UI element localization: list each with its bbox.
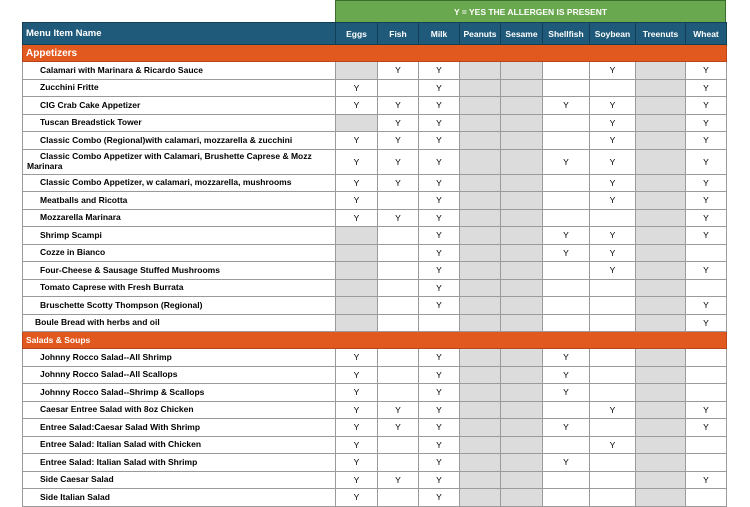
allergen-cell-fish [378, 454, 419, 472]
section-title: Salads & Soups [23, 332, 727, 349]
allergen-cell-treenuts [636, 366, 686, 384]
menu-item-name: Mozzarella Marinara [23, 209, 336, 227]
allergen-cell-wheat [686, 349, 727, 367]
menu-item-name: Classic Combo Appetizer with Calamari, Brushette Caprese & Mozz Marinara [23, 149, 336, 174]
allergen-cell-peanuts [460, 401, 501, 419]
allergen-cell-peanuts [460, 262, 501, 280]
allergen-cell-sesame [501, 471, 543, 489]
allergen-cell-shellfish: Y [543, 366, 590, 384]
allergen-cell-treenuts [636, 419, 686, 437]
allergen-cell-wheat: Y [686, 297, 727, 315]
allergen-cell-eggs: Y [336, 192, 378, 210]
allergen-cell-shellfish [543, 62, 590, 80]
table-row [23, 132, 727, 150]
allergen-cell-peanuts [460, 471, 501, 489]
allergen-cell-fish [378, 79, 419, 97]
allergen-cell-shellfish [543, 297, 590, 315]
allergen-cell-sesame [501, 244, 543, 262]
allergen-cell-fish [378, 349, 419, 367]
allergen-cell-shellfish: Y [543, 454, 590, 472]
menu-item-name: Entree Salad:Caesar Salad With Shrimp [23, 419, 336, 437]
allergen-cell-soybean [590, 349, 636, 367]
menu-item-name: Johnny Rocco Salad--Shrimp & Scallops [23, 384, 336, 402]
allergen-cell-shellfish: Y [543, 97, 590, 115]
table-row [23, 114, 727, 132]
allergen-cell-milk: Y [419, 192, 460, 210]
allergen-cell-peanuts [460, 489, 501, 507]
allergen-cell-peanuts [460, 384, 501, 402]
allergen-cell-eggs: Y [336, 419, 378, 437]
allergen-sheet [22, 0, 726, 507]
table-row [23, 314, 727, 332]
menu-item-name: Zucchini Fritte [23, 79, 336, 97]
table-header [23, 23, 727, 45]
allergen-cell-treenuts [636, 114, 686, 132]
allergen-cell-treenuts [636, 436, 686, 454]
allergen-cell-eggs: Y [336, 471, 378, 489]
allergen-cell-fish: Y [378, 471, 419, 489]
table-row [23, 79, 727, 97]
allergen-cell-treenuts [636, 401, 686, 419]
allergen-cell-milk: Y [419, 132, 460, 150]
allergen-cell-fish: Y [378, 174, 419, 192]
allergen-cell-treenuts [636, 62, 686, 80]
allergen-cell-peanuts [460, 149, 501, 174]
allergen-cell-wheat [686, 279, 727, 297]
allergen-cell-peanuts [460, 132, 501, 150]
table-row [23, 419, 727, 437]
allergen-cell-treenuts [636, 314, 686, 332]
allergen-cell-eggs [336, 244, 378, 262]
allergen-cell-soybean [590, 279, 636, 297]
column-header-treenuts: Treenuts [636, 23, 686, 45]
allergen-cell-milk: Y [419, 97, 460, 115]
allergen-cell-soybean: Y [590, 227, 636, 245]
allergen-cell-wheat: Y [686, 471, 727, 489]
allergen-cell-sesame [501, 227, 543, 245]
allergen-cell-treenuts [636, 262, 686, 280]
allergen-cell-soybean [590, 471, 636, 489]
allergen-cell-sesame [501, 297, 543, 315]
allergen-cell-fish: Y [378, 132, 419, 150]
allergen-cell-milk: Y [419, 419, 460, 437]
allergen-cell-fish [378, 244, 419, 262]
column-header-peanuts: Peanuts [460, 23, 501, 45]
table-row [23, 401, 727, 419]
allergen-cell-soybean [590, 366, 636, 384]
allergen-cell-sesame [501, 384, 543, 402]
allergen-cell-eggs [336, 279, 378, 297]
allergen-cell-wheat: Y [686, 132, 727, 150]
allergen-cell-wheat: Y [686, 114, 727, 132]
menu-item-name: Boule Bread with herbs and oil [23, 314, 336, 332]
allergen-cell-fish: Y [378, 419, 419, 437]
allergen-cell-peanuts [460, 244, 501, 262]
allergen-cell-treenuts [636, 192, 686, 210]
allergen-cell-wheat: Y [686, 401, 727, 419]
allergen-cell-soybean: Y [590, 132, 636, 150]
allergen-cell-sesame [501, 454, 543, 472]
allergen-cell-milk: Y [419, 471, 460, 489]
table-row [23, 349, 727, 367]
allergen-cell-eggs [336, 314, 378, 332]
allergen-cell-wheat: Y [686, 314, 727, 332]
allergen-cell-wheat: Y [686, 192, 727, 210]
allergen-cell-treenuts [636, 79, 686, 97]
allergen-cell-shellfish [543, 79, 590, 97]
allergen-cell-shellfish: Y [543, 349, 590, 367]
allergen-cell-sesame [501, 114, 543, 132]
allergen-cell-peanuts [460, 436, 501, 454]
column-header-soybean: Soybean [590, 23, 636, 45]
allergen-cell-eggs: Y [336, 149, 378, 174]
allergen-cell-shellfish: Y [543, 149, 590, 174]
allergen-cell-treenuts [636, 454, 686, 472]
allergen-cell-fish: Y [378, 62, 419, 80]
allergen-cell-soybean: Y [590, 149, 636, 174]
allergen-cell-fish [378, 489, 419, 507]
allergen-cell-peanuts [460, 419, 501, 437]
allergen-cell-peanuts [460, 192, 501, 210]
table-row [23, 489, 727, 507]
allergen-cell-fish [378, 297, 419, 315]
menu-item-name: Tomato Caprese with Fresh Burrata [23, 279, 336, 297]
allergen-cell-eggs: Y [336, 209, 378, 227]
allergen-table [22, 22, 727, 507]
menu-item-name: Entree Salad: Italian Salad with Shrimp [23, 454, 336, 472]
menu-item-name: Bruschette Scotty Thompson (Regional) [23, 297, 336, 315]
table-row [23, 174, 727, 192]
allergen-cell-soybean: Y [590, 62, 636, 80]
section-row [23, 332, 727, 349]
allergen-cell-milk: Y [419, 297, 460, 315]
allergen-cell-wheat: Y [686, 209, 727, 227]
allergen-cell-sesame [501, 149, 543, 174]
allergen-cell-shellfish: Y [543, 244, 590, 262]
allergen-cell-treenuts [636, 174, 686, 192]
allergen-cell-eggs: Y [336, 401, 378, 419]
allergen-cell-soybean: Y [590, 97, 636, 115]
menu-item-name: Johnny Rocco Salad--All Scallops [23, 366, 336, 384]
allergen-cell-milk: Y [419, 454, 460, 472]
allergen-banner: Y = YES THE ALLERGEN IS PRESENT [335, 0, 726, 22]
allergen-cell-peanuts [460, 297, 501, 315]
table-row [23, 471, 727, 489]
allergen-cell-treenuts [636, 227, 686, 245]
table-row [23, 192, 727, 210]
table-row [23, 297, 727, 315]
allergen-cell-shellfish [543, 436, 590, 454]
allergen-cell-treenuts [636, 132, 686, 150]
allergen-cell-fish: Y [378, 114, 419, 132]
allergen-cell-sesame [501, 174, 543, 192]
allergen-cell-peanuts [460, 79, 501, 97]
allergen-cell-wheat: Y [686, 227, 727, 245]
allergen-cell-milk: Y [419, 262, 460, 280]
allergen-cell-soybean [590, 489, 636, 507]
allergen-cell-shellfish [543, 174, 590, 192]
allergen-cell-eggs: Y [336, 454, 378, 472]
table-row [23, 279, 727, 297]
allergen-cell-wheat: Y [686, 97, 727, 115]
allergen-cell-wheat: Y [686, 149, 727, 174]
allergen-cell-milk: Y [419, 401, 460, 419]
allergen-cell-soybean [590, 454, 636, 472]
allergen-cell-peanuts [460, 174, 501, 192]
allergen-cell-wheat [686, 454, 727, 472]
allergen-cell-peanuts [460, 279, 501, 297]
allergen-cell-treenuts [636, 384, 686, 402]
table-row [23, 366, 727, 384]
allergen-cell-eggs [336, 297, 378, 315]
menu-item-name: Side Caesar Salad [23, 471, 336, 489]
allergen-cell-shellfish [543, 192, 590, 210]
allergen-cell-milk: Y [419, 149, 460, 174]
table-body [23, 45, 727, 507]
menu-item-name: Calamari with Marinara & Ricardo Sauce [23, 62, 336, 80]
allergen-cell-sesame [501, 192, 543, 210]
allergen-cell-soybean: Y [590, 401, 636, 419]
allergen-cell-treenuts [636, 349, 686, 367]
column-header-eggs: Eggs [336, 23, 378, 45]
allergen-cell-sesame [501, 132, 543, 150]
section-title: Appetizers [23, 45, 727, 62]
allergen-cell-fish [378, 314, 419, 332]
allergen-cell-soybean: Y [590, 192, 636, 210]
allergen-cell-eggs: Y [336, 489, 378, 507]
allergen-cell-peanuts [460, 209, 501, 227]
allergen-cell-sesame [501, 314, 543, 332]
table-row [23, 97, 727, 115]
allergen-cell-treenuts [636, 471, 686, 489]
allergen-cell-treenuts [636, 97, 686, 115]
allergen-cell-soybean [590, 297, 636, 315]
menu-item-name: Entree Salad: Italian Salad with Chicken [23, 436, 336, 454]
section-row [23, 45, 727, 62]
allergen-cell-soybean [590, 419, 636, 437]
table-row [23, 436, 727, 454]
allergen-cell-soybean: Y [590, 244, 636, 262]
allergen-cell-peanuts [460, 314, 501, 332]
table-row [23, 384, 727, 402]
allergen-cell-milk: Y [419, 79, 460, 97]
allergen-cell-fish [378, 366, 419, 384]
allergen-cell-peanuts [460, 62, 501, 80]
allergen-cell-milk: Y [419, 114, 460, 132]
allergen-cell-wheat: Y [686, 79, 727, 97]
allergen-cell-milk: Y [419, 489, 460, 507]
allergen-cell-soybean [590, 314, 636, 332]
menu-item-name: Four-Cheese & Sausage Stuffed Mushrooms [23, 262, 336, 280]
allergen-cell-fish [378, 384, 419, 402]
allergen-cell-eggs: Y [336, 384, 378, 402]
allergen-cell-peanuts [460, 114, 501, 132]
allergen-cell-shellfish: Y [543, 227, 590, 245]
allergen-cell-milk: Y [419, 174, 460, 192]
allergen-cell-shellfish [543, 262, 590, 280]
allergen-cell-eggs: Y [336, 349, 378, 367]
allergen-cell-treenuts [636, 244, 686, 262]
table-row [23, 62, 727, 80]
column-header-milk: Milk [419, 23, 460, 45]
allergen-cell-wheat: Y [686, 62, 727, 80]
allergen-cell-treenuts [636, 149, 686, 174]
allergen-cell-soybean [590, 79, 636, 97]
allergen-cell-wheat [686, 244, 727, 262]
allergen-cell-treenuts [636, 209, 686, 227]
allergen-cell-eggs: Y [336, 366, 378, 384]
allergen-cell-soybean: Y [590, 262, 636, 280]
table-row [23, 209, 727, 227]
menu-item-name: Side Italian Salad [23, 489, 336, 507]
menu-item-name: Classic Combo (Regional)with calamari, mozzarella & zucchini [23, 132, 336, 150]
allergen-cell-eggs: Y [336, 436, 378, 454]
allergen-cell-sesame [501, 209, 543, 227]
allergen-cell-eggs [336, 227, 378, 245]
table-row [23, 454, 727, 472]
allergen-cell-peanuts [460, 454, 501, 472]
allergen-cell-fish [378, 227, 419, 245]
allergen-cell-shellfish [543, 209, 590, 227]
allergen-cell-eggs: Y [336, 79, 378, 97]
allergen-cell-shellfish [543, 489, 590, 507]
allergen-cell-sesame [501, 262, 543, 280]
allergen-cell-sesame [501, 489, 543, 507]
allergen-cell-shellfish [543, 114, 590, 132]
allergen-cell-soybean [590, 384, 636, 402]
allergen-cell-wheat: Y [686, 174, 727, 192]
allergen-cell-milk: Y [419, 62, 460, 80]
allergen-cell-peanuts [460, 227, 501, 245]
allergen-cell-shellfish [543, 279, 590, 297]
allergen-cell-wheat [686, 436, 727, 454]
table-row [23, 262, 727, 280]
menu-item-name: Shrimp Scampi [23, 227, 336, 245]
allergen-cell-fish [378, 262, 419, 280]
column-header-shellfish: Shellfish [543, 23, 590, 45]
table-row [23, 244, 727, 262]
column-header-wheat: Wheat [686, 23, 727, 45]
allergen-cell-wheat [686, 384, 727, 402]
allergen-cell-shellfish [543, 132, 590, 150]
menu-item-name: Meatballs and Ricotta [23, 192, 336, 210]
allergen-cell-milk: Y [419, 227, 460, 245]
column-header-fish: Fish [378, 23, 419, 45]
allergen-cell-peanuts [460, 366, 501, 384]
menu-item-name: Tuscan Breadstick Tower [23, 114, 336, 132]
allergen-cell-fish: Y [378, 97, 419, 115]
allergen-cell-shellfish: Y [543, 419, 590, 437]
allergen-cell-eggs: Y [336, 132, 378, 150]
allergen-cell-soybean [590, 209, 636, 227]
allergen-cell-fish [378, 192, 419, 210]
allergen-cell-shellfish [543, 471, 590, 489]
allergen-cell-eggs: Y [336, 97, 378, 115]
allergen-cell-shellfish [543, 314, 590, 332]
menu-item-name: Caesar Entree Salad with 8oz Chicken [23, 401, 336, 419]
allergen-cell-shellfish [543, 401, 590, 419]
allergen-cell-eggs [336, 262, 378, 280]
allergen-cell-sesame [501, 279, 543, 297]
allergen-cell-wheat: Y [686, 419, 727, 437]
column-header-sesame: Sesame [501, 23, 543, 45]
allergen-cell-treenuts [636, 489, 686, 507]
allergen-cell-peanuts [460, 349, 501, 367]
allergen-cell-sesame [501, 62, 543, 80]
allergen-cell-fish [378, 436, 419, 454]
allergen-cell-milk: Y [419, 366, 460, 384]
allergen-cell-sesame [501, 79, 543, 97]
allergen-cell-wheat [686, 489, 727, 507]
allergen-cell-milk: Y [419, 436, 460, 454]
allergen-cell-milk [419, 314, 460, 332]
allergen-cell-milk: Y [419, 279, 460, 297]
allergen-cell-sesame [501, 401, 543, 419]
allergen-cell-peanuts [460, 97, 501, 115]
allergen-cell-milk: Y [419, 349, 460, 367]
allergen-cell-soybean: Y [590, 174, 636, 192]
menu-item-name: CIG Crab Cake Appetizer [23, 97, 336, 115]
menu-item-name: Johnny Rocco Salad--All Shrimp [23, 349, 336, 367]
allergen-cell-milk: Y [419, 244, 460, 262]
allergen-cell-wheat: Y [686, 262, 727, 280]
allergen-cell-eggs [336, 62, 378, 80]
allergen-cell-treenuts [636, 297, 686, 315]
allergen-cell-fish [378, 279, 419, 297]
table-row [23, 149, 727, 174]
allergen-cell-soybean: Y [590, 436, 636, 454]
menu-item-name: Cozze in Bianco [23, 244, 336, 262]
allergen-cell-shellfish: Y [543, 384, 590, 402]
allergen-cell-fish: Y [378, 401, 419, 419]
allergen-cell-eggs: Y [336, 174, 378, 192]
allergen-cell-milk: Y [419, 384, 460, 402]
allergen-cell-sesame [501, 97, 543, 115]
allergen-cell-sesame [501, 436, 543, 454]
menu-item-name: Classic Combo Appetizer, w calamari, mozzarella, mushrooms [23, 174, 336, 192]
allergen-cell-milk: Y [419, 209, 460, 227]
column-header-menu-item-name: Menu Item Name [23, 23, 336, 45]
allergen-cell-soybean: Y [590, 114, 636, 132]
allergen-cell-sesame [501, 349, 543, 367]
allergen-cell-fish: Y [378, 209, 419, 227]
allergen-cell-eggs [336, 114, 378, 132]
allergen-cell-fish: Y [378, 149, 419, 174]
allergen-cell-wheat [686, 366, 727, 384]
allergen-cell-sesame [501, 366, 543, 384]
allergen-cell-treenuts [636, 279, 686, 297]
allergen-cell-sesame [501, 419, 543, 437]
table-row [23, 227, 727, 245]
